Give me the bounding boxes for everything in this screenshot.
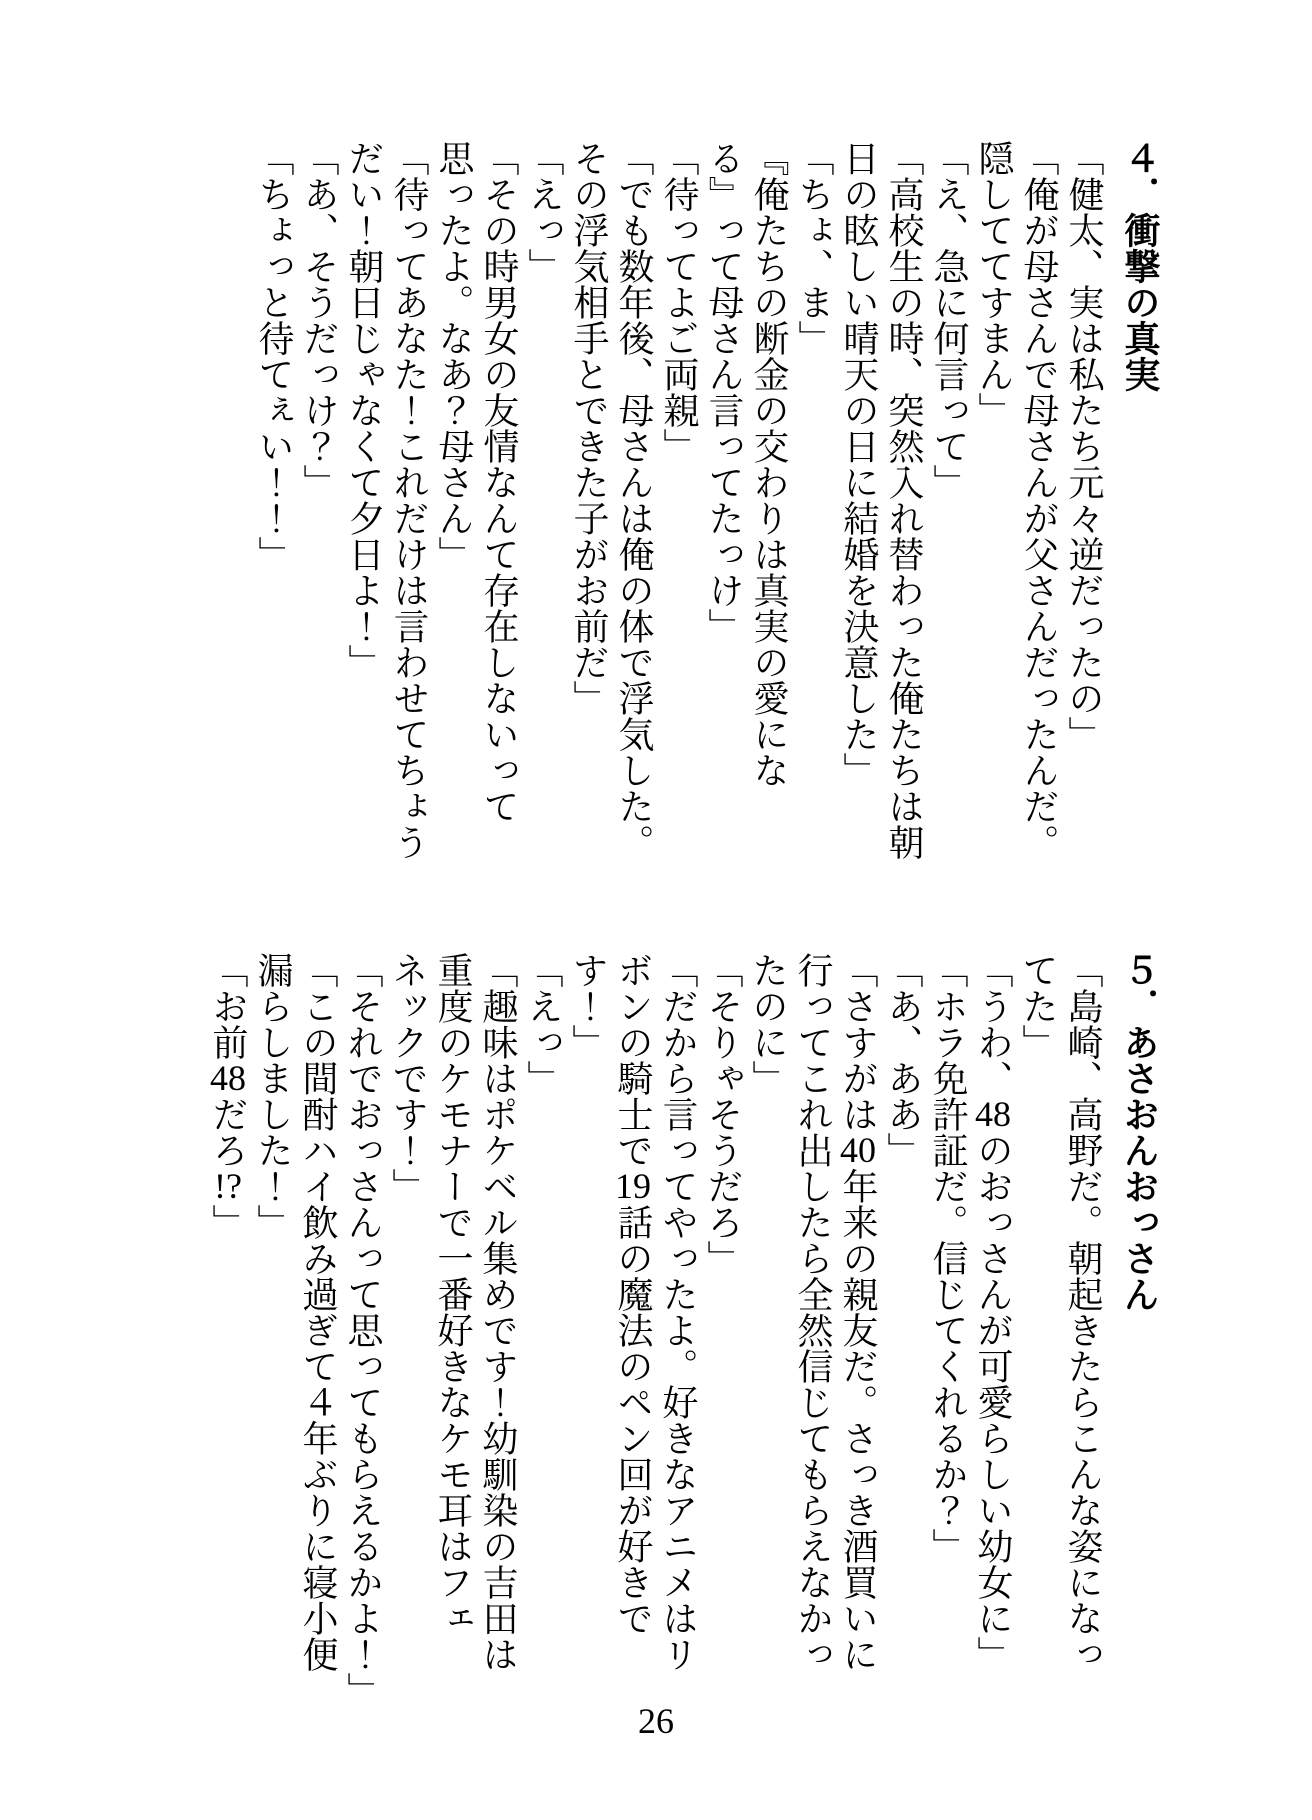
dialogue-line: 「えっ」 [524, 140, 564, 284]
dialogue-line: 「趣味はポケベル集めです！幼馴染の吉田は重度のケモナーで一番好きなケモ耳はフェネックです！」 [388, 952, 518, 1672]
section-4-paragraphs [251, 140, 1106, 864]
tatechuyoko-run: 48 [975, 1096, 1011, 1132]
dialogue-line: 「ちょ、ま」 [794, 140, 834, 356]
dialogue-line: 『俺たちの断金の交わりは真実の愛になる』って母さん言ってたっけ」 [704, 140, 789, 788]
dialogue-line: 「待ってよご両親」 [659, 140, 699, 464]
dialogue-line: 「あ、そうだっけ？」 [299, 140, 339, 500]
tatechuyoko-run: 40 [840, 1132, 876, 1168]
dialogue-line: 「高校生の時、突然入れ替わった俺たちは朝日の眩しい晴天の日に結婚を決意した」 [839, 140, 924, 860]
dialogue-line: 「ホラ免許証だ。信じてくれるか？」 [928, 952, 968, 1564]
dialogue-line: 「えっ」 [523, 952, 563, 1096]
dialogue-line: 「でも数年後、母さんは俺の体で浮気した。その浮気相手とできた子がお前だ」 [569, 140, 654, 860]
tatechuyoko-run: 48 [210, 1060, 246, 1096]
dialogue-line: 「俺が母さんで母さんが父さんだったんだ。隠しててすまん」 [974, 140, 1059, 860]
dialogue-line: 「さすがは40年来の親友だ。さっき酒買いに行ってこれ出したら全然信じてもらえなかったのに」 [748, 952, 878, 1672]
dialogue-line: 「健太、実は私たち元々逆だったの」 [1064, 140, 1104, 752]
dialogue-line: 「だから言ってやったよ。好きなアニメはリボンの騎士で19話の魔法のペン回が好きです！」 [568, 952, 698, 1672]
dialogue-line: 「お前48だろ!?」 [208, 952, 248, 1240]
section-5-title: ５．あさおんおっさん [1119, 952, 1160, 1312]
dialogue-line: 「うわ、48のおっさんが可愛らしい幼女に」 [973, 952, 1013, 1672]
dialogue-line: 「その時男女の友情なんて存在しないって思ったよ。なあ？母さん」 [434, 140, 519, 824]
dialogue-line: 「それでおっさんって思ってもらえるかよ！」 [343, 952, 383, 1708]
section-5-paragraphs [205, 952, 1105, 1708]
dialogue-line: 「この間酎ハイ飲み過ぎて４年ぶりに寝小便漏らしました！」 [253, 952, 338, 1672]
dialogue-line: 「え、急に何言って」 [929, 140, 969, 500]
dialogue-line: 「ちょっと待てぇい！！」 [254, 140, 294, 572]
page-number: 26 [638, 1701, 674, 1741]
section-4-shougeki-no-shinjitsu [251, 140, 1163, 864]
dialogue-line: 「そりゃそうだろ」 [703, 952, 743, 1276]
dialogue-line: 「あ、ああ」 [883, 952, 923, 1168]
tatechuyoko-run: !? [214, 1168, 242, 1204]
dialogue-line: 「待ってあなた！これだけは言わせてちょうだい！朝日じゃなくて夕日よ！」 [344, 140, 429, 860]
tatechuyoko-run: 19 [615, 1168, 651, 1204]
section-4-title: ４．衝撃の真実 [1120, 140, 1161, 392]
section-5-asaon-ossan [205, 952, 1162, 1708]
dialogue-line: 「島崎、高野だ。朝起きたらこんな姿になってた」 [1018, 952, 1103, 1672]
